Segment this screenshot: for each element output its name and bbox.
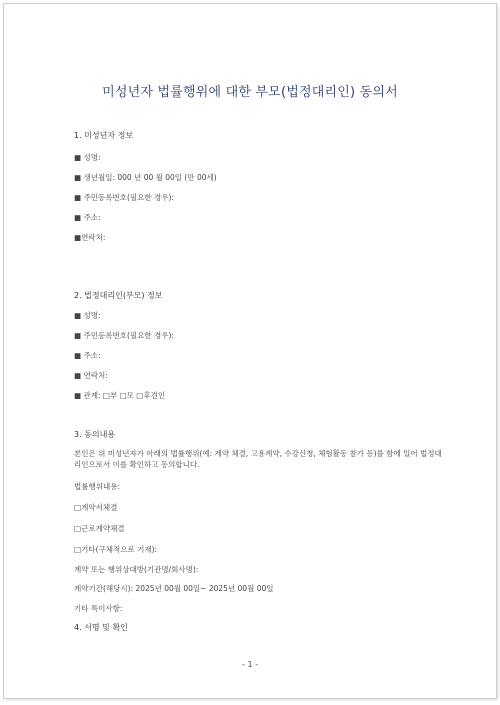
act-content-label: 법률행위내용: <box>74 482 120 491</box>
minor-contact-field: ■연락처: <box>74 233 106 242</box>
section2-heading: 2. 법정대리인(부모) 정보 <box>74 291 163 300</box>
other-notes-field: 기타 특이사항: <box>74 604 123 613</box>
minor-id-field: ■ 주민등록번호(필요한 경우): <box>74 193 174 202</box>
section4-heading: 4. 서명 및 확인 <box>74 623 128 632</box>
minor-name-field: ■ 성명: <box>74 153 101 162</box>
document-title: 미성년자 법률행위에 대한 부모(법정대리인) 동의서 <box>102 85 398 100</box>
guardian-address-field: ■ 주소: <box>74 351 101 360</box>
guardian-relation-field: ■ 관계: □부 □모 □후견인 <box>74 391 166 400</box>
guardian-name-field: ■ 성명: <box>74 311 101 320</box>
guardian-contact-field: ■ 연락처: <box>74 371 108 380</box>
consent-paragraph: 본인은 위 미성년자가 아래의 법률행위(예: 계약 체결, 고용계약, 수강신청, 체험활동 참가 등)를 함에 있어 법정대리인으로서 이를 확인하고 동의합니다. <box>74 449 442 469</box>
contract-period-field: 계약기간(해당시): 2025년 00월 00일~ 2025년 00월 00일 <box>74 584 274 593</box>
guardian-id-field: ■ 주민등록번호(필요한 경우): <box>74 331 174 340</box>
counterparty-field: 계약 또는 행위상대방(기관명/회사명): <box>74 565 199 574</box>
page-number: - 1 - <box>242 660 258 669</box>
section1-heading: 1. 미성년자 정보 <box>74 131 134 140</box>
document-page <box>3 3 497 699</box>
minor-birth-field: ■ 생년월일: 000 년 00 월 00일 (만 00세) <box>74 173 217 182</box>
option-employment-contract: □근로계약체결 <box>74 524 125 533</box>
option-other: □기타(구체적으로 기재): <box>74 545 158 554</box>
section3-heading: 3. 동의내용 <box>74 430 116 439</box>
minor-address-field: ■ 주소: <box>74 213 101 222</box>
option-contract: □계약서체결 <box>74 503 118 512</box>
